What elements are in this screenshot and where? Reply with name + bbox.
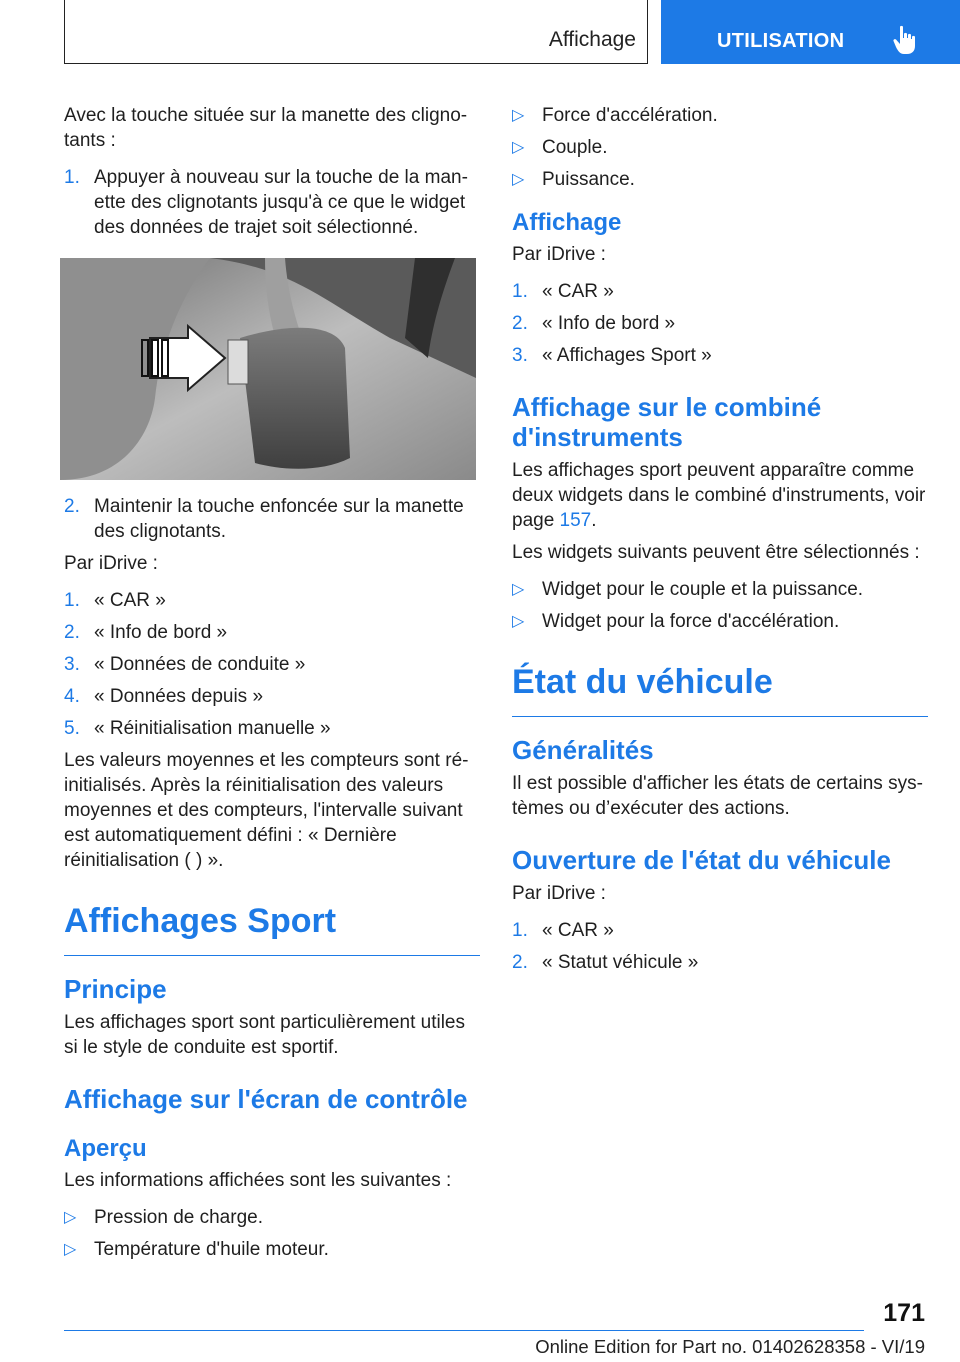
list-item xyxy=(512,135,928,160)
step-text: « Données de conduite » xyxy=(94,654,306,675)
bullet-text: Température d'huile moteur. xyxy=(94,1239,329,1260)
intro-text: Avec la touche située sur la manette des cligno-tants : xyxy=(64,105,468,151)
combine-text-pre: Les affichages sport peuvent apparaître comme deux widgets dans le combiné d'instruments, voir page xyxy=(512,460,926,531)
list-item xyxy=(512,950,928,975)
step-number: 3. xyxy=(512,345,528,366)
apercu-text: Les informations affichées sont les suivantes : xyxy=(64,1170,452,1191)
top-bullets xyxy=(512,103,928,192)
combine-text xyxy=(512,458,928,533)
combine-text-post: . xyxy=(591,510,597,531)
list-item xyxy=(64,652,480,677)
triangle-bullet-icon: ▷ xyxy=(512,107,525,124)
triangle-bullet-icon: ▷ xyxy=(64,1241,77,1258)
left-column xyxy=(64,103,480,1269)
bullet-text: Force d'accélération. xyxy=(542,105,718,126)
list-item xyxy=(512,343,928,368)
heading-ouverture-etat: Ouverture de l'état du véhicule xyxy=(512,845,891,875)
step-text: « Info de bord » xyxy=(94,622,228,643)
step-number: 2. xyxy=(64,622,80,643)
right-column xyxy=(512,103,928,982)
bullet-text: Pression de charge. xyxy=(94,1207,263,1228)
bullet-text: Puissance. xyxy=(542,169,635,190)
generalites-text: Il est possible d'afficher les états de certains sys-tèmes ou d’exécuter des actions. xyxy=(512,773,923,819)
step-text: Appuyer à nouveau sur la touche de la man-ette des clignotants jusqu'à ce que le widget des données de trajet soit sélectionné. xyxy=(94,167,468,238)
triangle-bullet-icon: ▷ xyxy=(64,1209,77,1226)
step-number: 1. xyxy=(512,920,528,941)
step-text: « CAR » xyxy=(94,590,166,611)
idrive-steps xyxy=(64,588,480,741)
step-number: 2. xyxy=(64,496,80,517)
list-item xyxy=(512,918,928,943)
widget-bullets xyxy=(512,577,928,634)
heading-ecran-controle: Affichage sur l'écran de contrôle xyxy=(64,1084,468,1114)
step-number: 1. xyxy=(64,590,80,611)
idrive-intro: Par iDrive : xyxy=(64,553,158,574)
steps-list-a xyxy=(64,165,480,240)
step-number: 3. xyxy=(64,654,80,675)
widgets-intro: Les widgets suivants peuvent être sélectionnés : xyxy=(512,542,920,563)
list-item xyxy=(64,1237,480,1262)
ouverture-intro: Par iDrive : xyxy=(512,883,606,904)
idrive-intro: Par iDrive : xyxy=(512,244,606,265)
step-number: 1. xyxy=(512,281,528,302)
triangle-bullet-icon: ▷ xyxy=(512,581,525,598)
list-item xyxy=(512,103,928,128)
chapter-tab xyxy=(661,0,960,64)
principe-text: Les affichages sport sont particulièrement utiles si le style de conduite est sportif. xyxy=(64,1012,465,1058)
ouverture-steps xyxy=(512,918,928,975)
step-number: 1. xyxy=(64,167,80,188)
edition-text: Online Edition for Part no. 01402628358 - VI/19 xyxy=(535,1336,925,1357)
reset-text: Les valeurs moyennes et les compteurs sont ré-initialisés. Après la réinitialisation des valeurs moyennes et des compteurs, l'intervalle suivant est automatiquement défini : « Dernière réinitialisation ( ) ». xyxy=(64,750,469,871)
list-item xyxy=(64,494,480,544)
steps-list-b xyxy=(64,494,480,544)
section-title: Affichage xyxy=(548,28,636,51)
triangle-bullet-icon: ▷ xyxy=(512,139,525,156)
step-number: 5. xyxy=(64,718,80,739)
list-item xyxy=(512,167,928,192)
list-item xyxy=(64,588,480,613)
heading-principe: Principe xyxy=(64,974,167,1004)
step-text: « Statut véhicule » xyxy=(542,952,699,973)
step-text: « Info de bord » xyxy=(542,313,676,334)
bullet-text: Couple. xyxy=(542,137,608,158)
triangle-bullet-icon: ▷ xyxy=(512,171,525,188)
step-text: Maintenir la touche enfoncée sur la manette des clignotants. xyxy=(94,496,464,542)
page-number: 171 xyxy=(883,1299,925,1327)
idrive-steps xyxy=(512,279,928,368)
step-number: 4. xyxy=(64,686,80,707)
list-item xyxy=(512,279,928,304)
step-text: « CAR » xyxy=(542,281,614,302)
chapter-tab-label: UTILISATION xyxy=(717,30,845,52)
list-item xyxy=(64,716,480,741)
list-item xyxy=(512,609,928,634)
triangle-bullet-icon: ▷ xyxy=(512,613,525,630)
list-item xyxy=(64,1205,480,1230)
step-number: 2. xyxy=(512,313,528,334)
heading-apercu: Aperçu xyxy=(64,1135,147,1162)
step-text: « CAR » xyxy=(542,920,614,941)
heading-affichage: Affichage xyxy=(512,209,622,236)
heading-generalites: Généralités xyxy=(512,735,654,765)
list-item xyxy=(512,577,928,602)
step-text: « Données depuis » xyxy=(94,686,264,707)
footer-divider xyxy=(64,1330,864,1331)
step-text: « Réinitialisation manuelle » xyxy=(94,718,331,739)
list-item xyxy=(64,620,480,645)
list-item xyxy=(512,311,928,336)
apercu-bullets xyxy=(64,1205,480,1262)
list-item xyxy=(64,165,480,240)
bullet-text: Widget pour le couple et la puissance. xyxy=(542,579,864,600)
heading-affichages-sport: Affichages Sport xyxy=(64,901,480,956)
turn-signal-stalk-illustration xyxy=(60,258,476,480)
step-text: « Affichages Sport » xyxy=(542,345,712,366)
hand-pointer-icon xyxy=(893,25,919,55)
heading-etat-vehicule: État du véhicule xyxy=(512,662,928,717)
page-link[interactable]: 157 xyxy=(559,510,592,531)
list-item xyxy=(64,684,480,709)
heading-combine-instruments: Affichage sur le combiné d'instruments xyxy=(512,392,822,452)
step-number: 2. xyxy=(512,952,528,973)
bullet-text: Widget pour la force d'accélération. xyxy=(542,611,840,632)
